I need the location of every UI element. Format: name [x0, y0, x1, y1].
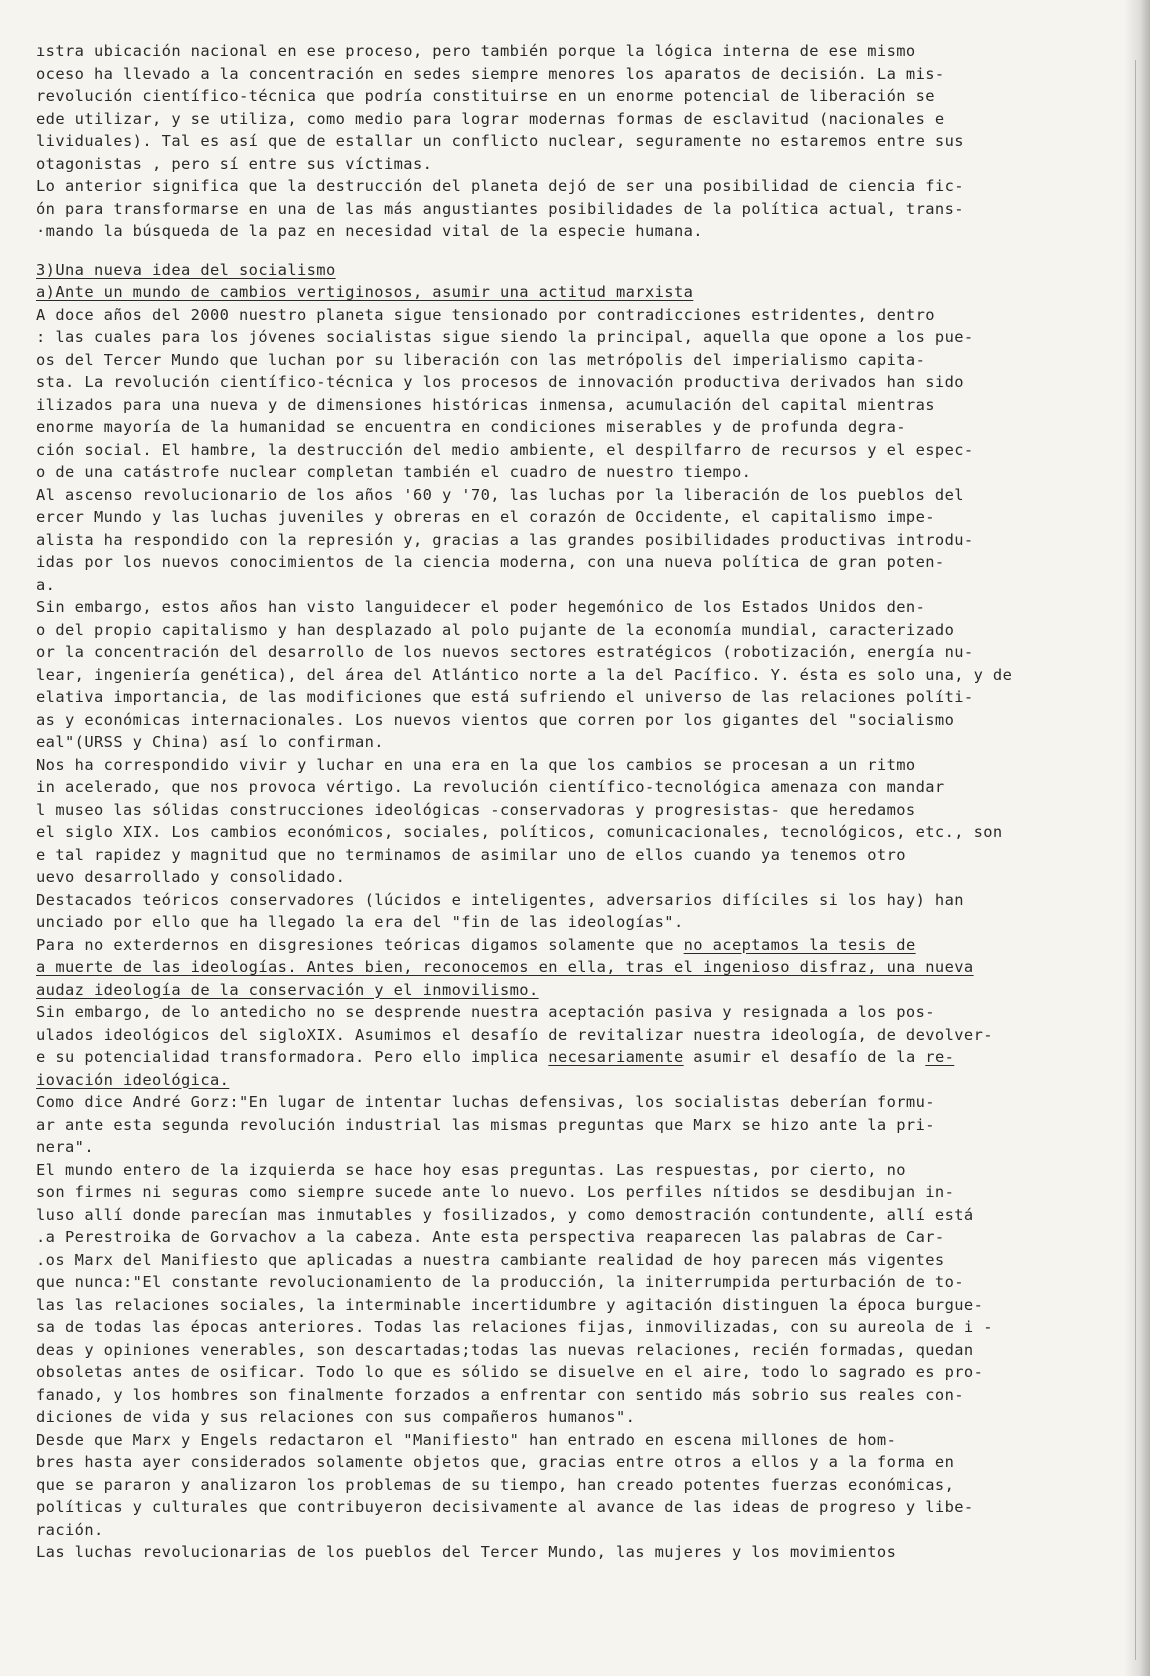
paragraph-para-no — [36, 934, 1076, 1002]
document-body — [36, 40, 1076, 1564]
text-line: o de una catástrofe nuclear completan también el cuadro de nuestro tiempo. — [36, 463, 752, 481]
text-line: Lo anterior significa que la destrucción del planeta dejó de ser una posibilidad de ciencia fic- — [36, 177, 964, 195]
text-line — [36, 979, 1076, 1002]
text-line: as y económicas internacionales. Los nuevos vientos que corren por los gigantes del "socialismo — [36, 710, 955, 729]
paragraph-nos-ha — [36, 754, 1076, 889]
text-line: ración. — [36, 1520, 104, 1539]
text-line: : las cuales para los jóvenes socialistas sigue siendo la principal, aquella que opone a los pue- — [36, 328, 974, 346]
text-line: .os Marx del Manifiesto que aplicadas a nuestra cambiante realidad de hoy parecen más vigentes — [36, 1250, 945, 1269]
underlined-text: audaz ideología de la conservación y el inmovilismo. — [36, 980, 539, 999]
text-line: lividuales). Tal es así que de estallar un conflicto nuclear, seguramente no estaremos entre sus — [36, 132, 964, 150]
paragraph-ascenso — [36, 484, 1076, 597]
text-line: políticas y culturales que contribuyeron decisivamente al avance de las ideas de progreso y libe- — [36, 1498, 974, 1516]
text-line: a. — [36, 575, 56, 594]
text-line — [36, 934, 1076, 957]
underlined-text: a muerte de las ideologías. Antes bien, reconocemos en ella, tras el ingenioso disfraz, una nueva — [36, 958, 974, 976]
text-line: ón para transformarse en una de las más angustiantes posibilidades de la política actual, trans- — [36, 199, 964, 218]
text-line: Sin embargo, de lo antedicho no se desprende nuestra aceptación pasiva y resignada a los pos- — [36, 1003, 935, 1021]
text-line: deas y opiniones venerables, son descartadas;todas las nuevas relaciones, recién formadas, quedan — [36, 1340, 974, 1359]
paragraph-doce — [36, 304, 1076, 484]
text-line: ercer Mundo y las luchas juveniles y obreras en el corazón de Occidente, el capitalismo impe- — [36, 508, 935, 526]
text-line: in acelerado, que nos provoca vértigo. La revolución científico-tecnológica amenaza con mandar — [36, 778, 945, 796]
subsection-heading — [36, 281, 1076, 304]
text-line: obsoletas antes de osificar. Todo lo que es sólido se disuelve en el aire, todo lo sagrado es pro- — [36, 1363, 984, 1381]
text-line: enorme mayoría de la humanidad se encuentra en condiciones miserables y de profunda degra- — [36, 418, 906, 436]
text-line: or la concentración del desarrollo de los nuevos sectores estratégicos (robotización, energía nu- — [36, 643, 974, 661]
text-line: l museo las sólidas construcciones ideológicas -conservadoras y progresistas- que heredamos — [36, 800, 916, 819]
text-line: ción social. El hambre, la destrucción del medio ambiente, el despilfarro de recursos y el espec- — [36, 440, 974, 459]
text-line: ede utilizar, y se utiliza, como medio para lograr modernas formas de esclavitud (nacionales e — [36, 109, 945, 128]
text-line: A doce años del 2000 nuestro planeta sigue tensionado por contradicciones estridentes, dentro — [36, 305, 935, 324]
text-line: unciado por ello que ha llegado la era del "fin de las ideologías". — [36, 913, 684, 931]
text-line: Sin embargo, estos años han visto languidecer el poder hegemónico de los Estados Unidos den- — [36, 598, 926, 616]
text-line: Como dice André Gorz:"En lugar de intentar luchas defensivas, los socialistas deberían formu- — [36, 1093, 935, 1111]
page-edge-shadow — [1124, 0, 1150, 1676]
text-line: alista ha respondido con la represión y, gracias a las grandes posibilidades productivas introdu- — [36, 530, 974, 549]
text-line — [36, 956, 1076, 979]
underlined-text: necesariamente — [548, 1048, 684, 1066]
section-heading-text: 3)Una nueva idea del socialismo — [36, 260, 336, 279]
paragraph-sin-embargo — [36, 596, 1076, 754]
text-line: lear, ingeniería genética), del área del Atlántico norte a la del Pacífico. Y. ésta es solo una, y de — [36, 665, 1013, 684]
paragraph-intro — [36, 40, 1076, 175]
text-line — [36, 1046, 1076, 1069]
text-line: Al ascenso revolucionario de los años '60 y '70, las luchas por la liberación de los pueblos del — [36, 485, 964, 504]
text-line: las las relaciones sociales, la interminable incertidumbre y agitación distinguen la época burgue- — [36, 1295, 984, 1314]
paragraph-anterior — [36, 175, 1076, 243]
text-line: nera". — [36, 1138, 94, 1156]
text-span: e su potencialidad transformadora. Pero ello implica — [36, 1048, 549, 1066]
text-line: otagonistas , pero sí entre sus víctimas. — [36, 154, 433, 173]
text-line: eal"(URSS y China) así lo confirman. — [36, 733, 384, 751]
text-line: sta. La revolución científico-técnica y los procesos de innovación productiva derivados han sido — [36, 373, 964, 391]
text-line: ·mando la búsqueda de la paz en necesidad vital de la especie humana. — [36, 222, 703, 240]
text-line: bres hasta ayer considerados solamente objetos que, gracias entre otros a ellos y a la forma en — [36, 1453, 955, 1471]
paragraph-destacados — [36, 889, 1076, 934]
paragraph-sin-embargo-2 — [36, 1001, 1076, 1091]
text-span: asumir el desafío de la — [683, 1048, 926, 1066]
section-heading — [36, 259, 1076, 282]
text-line: elativa importancia, de las modificiones que está sufriendo el universo de las relaciones políti- — [36, 688, 974, 706]
text-line: diciones de vida y sus relaciones con sus compañeros humanos". — [36, 1408, 636, 1426]
text-line: el siglo XIX. Los cambios económicos, sociales, políticos, comunicacionales, tecnológicos, etc., son — [36, 823, 1003, 841]
text-line: son firmes ni seguras como siempre sucede ante lo nuevo. Los perfiles nítidos se desdibujan in- — [36, 1183, 955, 1201]
text-line: ilizados para una nueva y de dimensiones históricas inmensa, acumulación del capital mientras — [36, 395, 935, 414]
text-line: e tal rapidez y magnitud que no terminamos de asimilar uno de ellos cuando ya tenemos otro — [36, 845, 906, 864]
text-line: .a Perestroika de Gorvachov a la cabeza. Ante esta perspectiva reaparecen las palabras de Car- — [36, 1228, 945, 1246]
underlined-text: iovación ideológica. — [36, 1070, 230, 1089]
text-line: fanado, y los hombres son finalmente forzados a enfrentar con sentido más sobrio sus reales con- — [36, 1385, 964, 1404]
underlined-text: re- — [925, 1048, 955, 1066]
text-line: idas por los nuevos conocimientos de la ciencia moderna, con una nueva política de gran poten- — [36, 553, 945, 571]
text-line: Desde que Marx y Engels redactaron el "Manifiesto" han entrado en escena millones de hom- — [36, 1430, 897, 1449]
text-line: revolución científico-técnica que podría constituirse en un enorme potencial de liberación se — [36, 87, 935, 105]
text-line: que se pararon y analizaron los problemas de su tiempo, han creado potentes fuerzas económicas, — [36, 1475, 955, 1494]
paragraph-desde — [36, 1429, 1076, 1542]
underlined-text: no aceptamos la tesis de — [683, 935, 916, 954]
page-edge-line — [1135, 60, 1136, 1660]
text-line: ulados ideológicos del sigloXIX. Asumimos el desafío de revitalizar nuestra ideología, de devolver- — [36, 1025, 993, 1044]
text-line: Destacados teóricos conservadores (lúcidos e inteligentes, adversarios difíciles si los hay) han — [36, 890, 964, 909]
text-line: que nunca:"El constante revolucionamiento de la producción, la initerrumpida perturbación de to- — [36, 1273, 964, 1291]
text-line: Las luchas revolucionarias de los pueblos del Tercer Mundo, las mujeres y los movimientos — [36, 1543, 897, 1561]
text-line — [36, 1069, 1076, 1092]
text-line: oceso ha llevado a la concentración en sedes siempre menores los aparatos de decisión. La mis- — [36, 64, 945, 83]
text-line: ar ante esta segunda revolución industrial las mismas preguntas que Marx se hizo ante la pri- — [36, 1115, 935, 1134]
text-line: sa de todas las épocas anteriores. Todas las relaciones fijas, inmovilizadas, con su aureola de i - — [36, 1318, 993, 1336]
subsection-heading-text: a)Ante un mundo de cambios vertiginosos, asumir una actitud marxista — [36, 283, 694, 301]
text-line: luso allí donde parecían mas inmutables y fosilizados, y como demostración contundente, allí está — [36, 1205, 974, 1224]
text-line: El mundo entero de la izquierda se hace hoy esas preguntas. Las respuestas, por cierto, no — [36, 1160, 906, 1179]
paragraph-final — [36, 1541, 1076, 1564]
paragraph-gorz — [36, 1091, 1076, 1159]
paragraph-mundo — [36, 1159, 1076, 1429]
text-line: ıstra ubicación nacional en ese proceso, pero también porque la lógica interna de ese mismo — [36, 42, 916, 60]
text-line: os del Tercer Mundo que luchan por su liberación con las metrópolis del imperialismo capita- — [36, 350, 926, 369]
text-line: Nos ha correspondido vivir y luchar en una era en la que los cambios se procesan a un ritmo — [36, 755, 916, 774]
text-span: Para no exterdernos en disgresiones teóricas digamos solamente que — [36, 935, 684, 954]
text-line: uevo desarrollado y consolidado. — [36, 868, 346, 886]
text-line: o del propio capitalismo y han desplazado al polo pujante de la economía mundial, caracterizado — [36, 620, 955, 639]
